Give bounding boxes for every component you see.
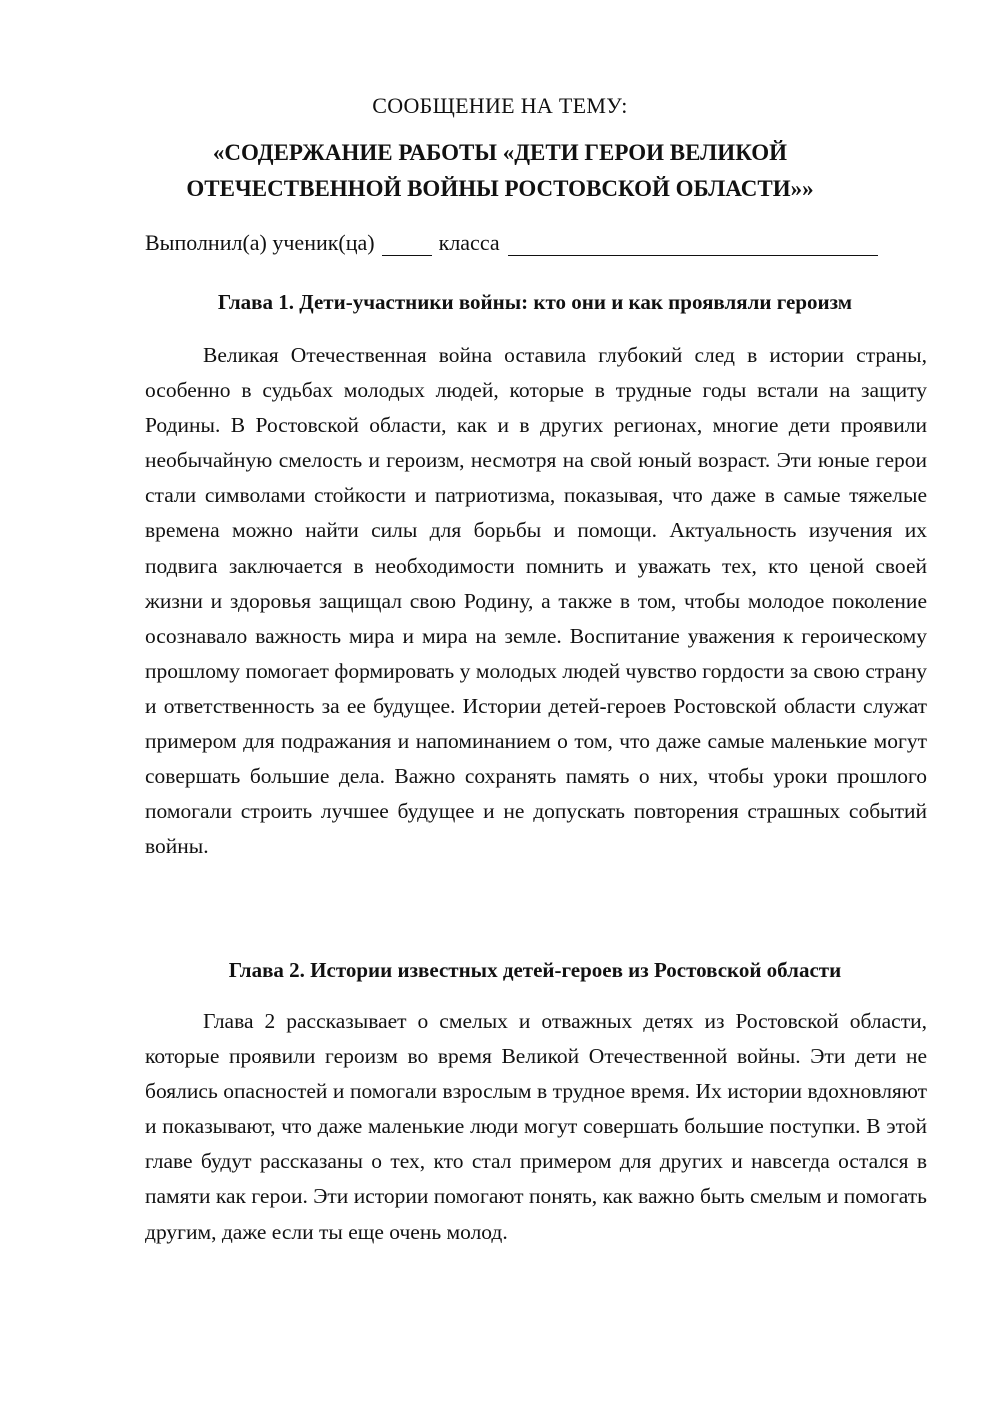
author-prefix: Выполнил(а) ученик(ца) — [145, 230, 375, 255]
chapter-1-paragraph: Великая Отечественная война оставила глубокий след в истории страны, особенно в судьбах молодых людей, которые в трудные годы встали на защиту Родины. В Ростовской области, как и в других регионах, многие дети проявили необычайную смелость и героизм, несмотря на свой юный возраст. Эти юные герои стали символами стойкости и патриотизма, показывая, что даже в самые тяжелые времена можно найти силы для борьбы и помощи. Актуальность изучения их подвига заключается в необходимости помнить и уважать тех, кто ценой своей жизни и здоровья защищал свою Родину, а также в том, чтобы молодое поколение осознавало важность мира и мира на земле. Воспитание уважения к героическому прошлому помогает формировать у молодых людей чувство гордости за свою страну и ответственность за ее будущее. Истории детей-героев Ростовской области служат примером для подражания и напоминанием о том, что даже самые маленькие могут совершать большие дела. Важно сохранять память о них, чтобы уроки прошлого помогали строить лучшее будущее и не допускать повторения страшных событий войны. — [145, 343, 927, 859]
document-kicker: СООБЩЕНИЕ НА ТЕМУ: — [372, 93, 628, 118]
chapter-2-paragraph: Глава 2 рассказывает о смелых и отважных детях из Ростовской области, которые проявили героизм во время Великой Отечественной войны. Эти дети не боялись опасностей и помогали взрослым в трудное время. Их истории вдохновляют и показывают, что даже маленькие люди могут совершать большие поступки. В этой главе будут рассказаны о тех, кто стал примером для других и навсегда остался в памяти как герои. Эти истории помогают понять, как важно быть смелым и помогать другим, даже если ты еще очень молод. — [145, 1009, 927, 1244]
chapter-1-heading: Глава 1. Дети-участники войны: кто они и как проявляли героизм — [217, 290, 853, 314]
document-title-line-2: ОТЕЧЕСТВЕННОЙ ВОЙНЫ РОСТОВСКОЙ ОБЛАСТИ»» — [186, 176, 814, 201]
class-number-blank — [382, 235, 432, 256]
student-name-blank — [508, 235, 878, 256]
chapter-2-heading: Глава 2. Истории известных детей-героев из Ростовской области — [228, 958, 842, 982]
class-label: класса — [438, 230, 500, 255]
document-title-line-1: «СОДЕРЖАНИЕ РАБОТЫ «ДЕТИ ГЕРОИ ВЕЛИКОЙ — [212, 140, 788, 165]
author-line — [145, 230, 878, 256]
